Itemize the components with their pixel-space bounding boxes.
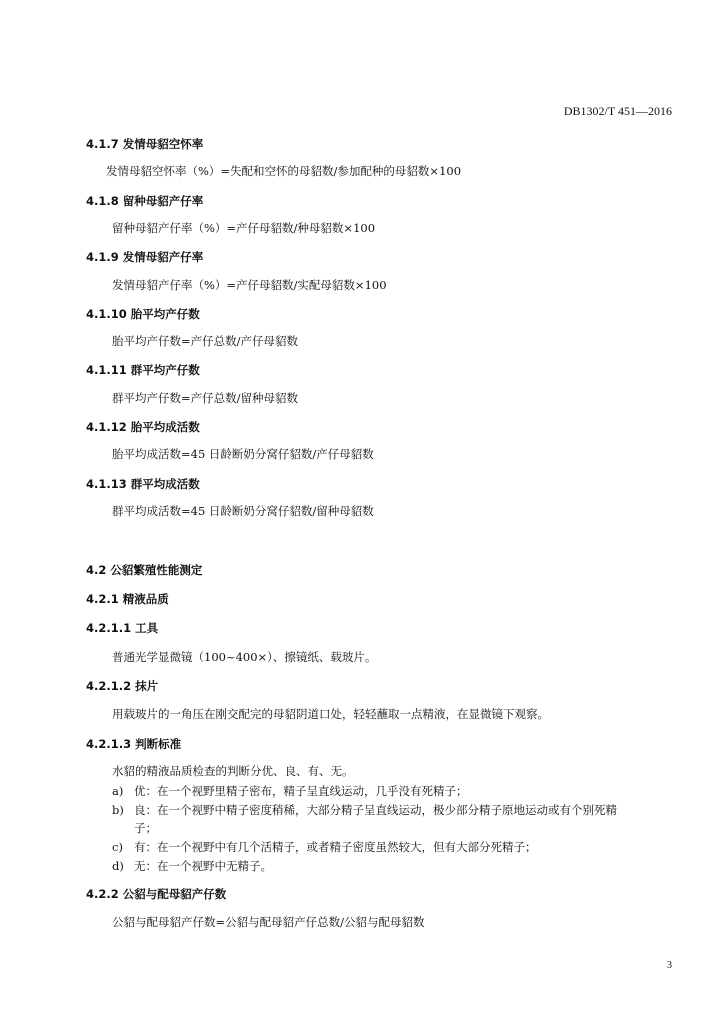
list-marker: b) [112, 803, 124, 817]
heading-4-1-10: 4.1.10 胎平均产仔数 [86, 307, 200, 321]
heading-4-1-7: 4.1.7 发情母貂空怀率 [86, 137, 204, 151]
list-item [112, 802, 617, 818]
heading-4-2-1-3: 4.2.1.3 判断标准 [86, 737, 182, 751]
page-number: 3 [667, 960, 672, 971]
list-item [112, 839, 537, 855]
list-item [112, 858, 272, 874]
list-item-text: 优：在一个视野里精子密布，精子呈直线运动，几乎没有死精子； [134, 784, 468, 798]
list-marker: d) [112, 859, 124, 873]
formula-4-1-11: 群平均产仔数=产仔总数/留种母貂数 [112, 391, 299, 405]
heading-4-2-1-1: 4.2.1.1 工具 [86, 621, 159, 635]
formula-4-1-10: 胎平均产仔数=产仔总数/产仔母貂数 [112, 334, 299, 348]
formula-4-2-2: 公貂与配母貂产仔数=公貂与配母貂产仔总数/公貂与配母貂数 [112, 915, 425, 929]
paragraph-4-2-1-3-intro: 水貂的精液品质检查的判断分优、良、有、无。 [112, 764, 354, 778]
heading-4-1-11: 4.1.11 群平均产仔数 [86, 363, 200, 377]
list-item-text: 有：在一个视野中有几个活精子，或者精子密度虽然较大，但有大部分死精子； [134, 840, 537, 854]
heading-4-2-1-2: 4.2.1.2 抹片 [86, 679, 159, 693]
document-code: DB1302/T 451—2016 [563, 104, 672, 118]
list-item-text: 无：在一个视野中无精子。 [134, 859, 272, 873]
paragraph-4-2-1-1: 普通光学显微镜（100~400×）、擦镜纸、载玻片。 [112, 650, 377, 664]
heading-4-2-1: 4.2.1 精液品质 [86, 592, 169, 606]
heading-4-1-12: 4.1.12 胎平均成活数 [86, 420, 200, 434]
heading-4-1-8: 4.1.8 留种母貂产仔率 [86, 194, 204, 208]
formula-4-1-7: 发情母貂空怀率（%）=失配和空怀的母貂数/参加配种的母貂数×100 [106, 164, 462, 178]
formula-4-1-12: 胎平均成活数=45 日龄断奶分窝仔貂数/产仔母貂数 [112, 447, 374, 461]
list-item-continuation: 子； [134, 821, 157, 835]
heading-4-2-2: 4.2.2 公貂与配母貂产仔数 [86, 887, 227, 901]
paragraph-4-2-1-2: 用载玻片的一角压在刚交配完的母貂阴道口处，轻轻蘸取一点精液，在显微镜下观察。 [112, 707, 549, 721]
heading-4-2: 4.2 公貂繁殖性能测定 [86, 563, 203, 577]
list-marker: a) [112, 784, 124, 798]
formula-4-1-9: 发情母貂产仔率（%）=产仔母貂数/实配母貂数×100 [112, 278, 387, 292]
list-item-text: 良：在一个视野中精子密度稍稀，大部分精子呈直线运动，极少部分精子原地运动或有个别死精 [134, 803, 617, 817]
formula-4-1-13: 群平均成活数=45 日龄断奶分窝仔貂数/留种母貂数 [112, 504, 374, 518]
formula-4-1-8: 留种母貂产仔率（%）=产仔母貂数/种母貂数×100 [112, 221, 376, 235]
heading-4-1-13: 4.1.13 群平均成活数 [86, 477, 200, 491]
list-marker: c) [112, 840, 123, 854]
heading-4-1-9: 4.1.9 发情母貂产仔率 [86, 250, 204, 264]
list-item [112, 783, 468, 799]
